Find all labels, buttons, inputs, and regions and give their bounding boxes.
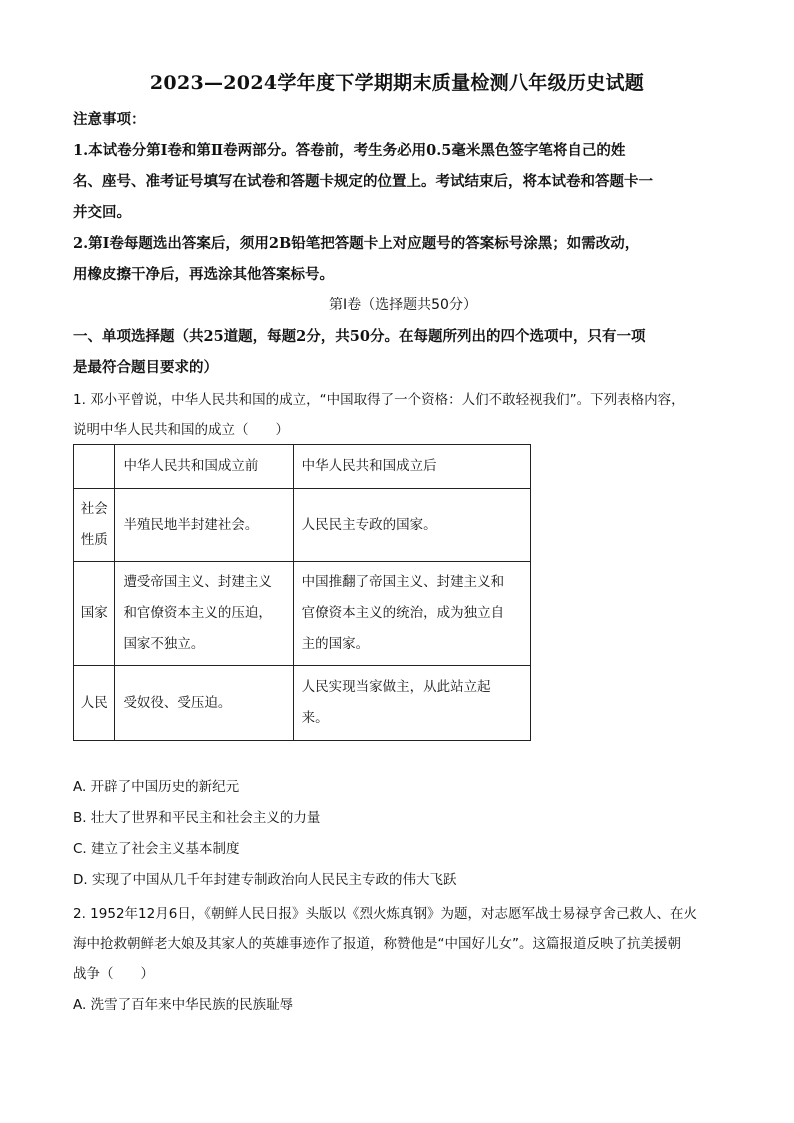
question-1-stem [73, 385, 733, 445]
notice-item-1 [73, 135, 733, 228]
question-1-stem-line-1: 1. 邓小平曾说，中华人民共和国的成立，“中国取得了一个资格：人们不敢轻视我们”。下列表格内容， [73, 392, 685, 408]
cell-after [293, 562, 530, 666]
notice-item-2 [73, 228, 733, 290]
question-2-stem [73, 899, 733, 989]
row-label-line: 社会 [80, 501, 108, 517]
notice-item-1-line-1: 1.本试卷分第Ⅰ卷和第Ⅱ卷两部分。答卷前，考生务必用0.5毫米黑色签字笔将自己的姓 [73, 142, 626, 159]
table-row [74, 489, 531, 562]
section-instruction-line-1: 一、单项选择题（共25道题，每题2分，共50分。在每题所列出的四个选项中，只有一项 [73, 328, 646, 345]
cell-line: 人民实现当家做主，从此站立起 [301, 679, 491, 695]
question-1-option-c: C. 建立了社会主义基本制度 [73, 841, 240, 857]
cell-line: 遭受帝国主义、封建主义 [123, 574, 272, 590]
cell-line: 和官僚资本主义的压迫， [123, 605, 272, 621]
question-2-option-a: A. 洗雪了百年来中华民族的民族耻辱 [73, 997, 294, 1013]
row-label-nation: 国家 [74, 562, 115, 666]
cell-after [293, 666, 530, 741]
comparison-table [73, 444, 531, 741]
section-instruction [73, 321, 733, 383]
cell-line: 官僚资本主义的统治，成为独立自 [301, 605, 505, 621]
notice-item-2-line-2: 用橡皮擦干净后，再选涂其他答案标号。 [73, 266, 334, 283]
question-2-stem-line-2: 海中抢救朝鲜老大娘及其家人的英雄事迹作了报道，称赞他是“中国好儿女”。这篇报道反映了抗美援朝 [73, 936, 681, 952]
cell-line: 中国推翻了帝国主义、封建主义和 [301, 574, 505, 590]
question-1-stem-line-2: 说明中华人民共和国的成立（ ） [73, 422, 289, 438]
table-header-cell-empty [74, 445, 115, 489]
table-row [74, 666, 531, 741]
exam-title: 2023—2024学年度下学期期末质量检测八年级历史试题 [149, 72, 645, 94]
section-title: 第Ⅰ卷（选择题共50分） [329, 297, 477, 313]
section-instruction-line-2: 是最符合题目要求的） [73, 359, 218, 376]
question-1-option-a: A. 开辟了中国历史的新纪元 [73, 779, 240, 795]
cell-before [115, 562, 293, 666]
notice-item-2-line-1: 2.第Ⅰ卷每题选出答案后，须用2B铅笔把答题卡上对应题号的答案标号涂黑；如需改动， [73, 235, 640, 252]
question-2-stem-line-1: 2. 1952年12月6日，《朝鲜人民日报》头版以《烈火炼真钢》为题，对志愿军战士易禄亨舍己救人、在火 [73, 906, 698, 922]
question-1-option-b: B. 壮大了世界和平民主和社会主义的力量 [73, 810, 321, 826]
notice-heading: 注意事项： [73, 111, 146, 128]
cell-before: 受奴役、受压迫。 [115, 666, 293, 741]
table-row [74, 562, 531, 666]
cell-after: 人民民主专政的国家。 [293, 489, 530, 562]
row-label-line: 性质 [80, 532, 108, 548]
question-1-option-d: D. 实现了中国从几千年封建专制政治向人民民主专政的伟大飞跃 [73, 872, 457, 888]
row-label-people: 人民 [74, 666, 115, 741]
question-2-stem-line-3: 战争（ ） [73, 966, 154, 982]
row-label-social-nature [74, 489, 115, 562]
table-header-row [74, 445, 531, 489]
cell-before: 半殖民地半封建社会。 [115, 489, 293, 562]
cell-line: 国家不独立。 [123, 636, 205, 652]
table-header-after: 中华人民共和国成立后 [293, 445, 530, 489]
notice-item-1-line-2: 名、座号、准考证号填写在试卷和答题卡规定的位置上。考试结束后，将本试卷和答题卡一 [73, 173, 653, 190]
cell-line: 来。 [301, 710, 329, 726]
table-header-before: 中华人民共和国成立前 [115, 445, 293, 489]
cell-line: 主的国家。 [301, 636, 370, 652]
notice-item-1-line-3: 并交回。 [73, 204, 131, 221]
